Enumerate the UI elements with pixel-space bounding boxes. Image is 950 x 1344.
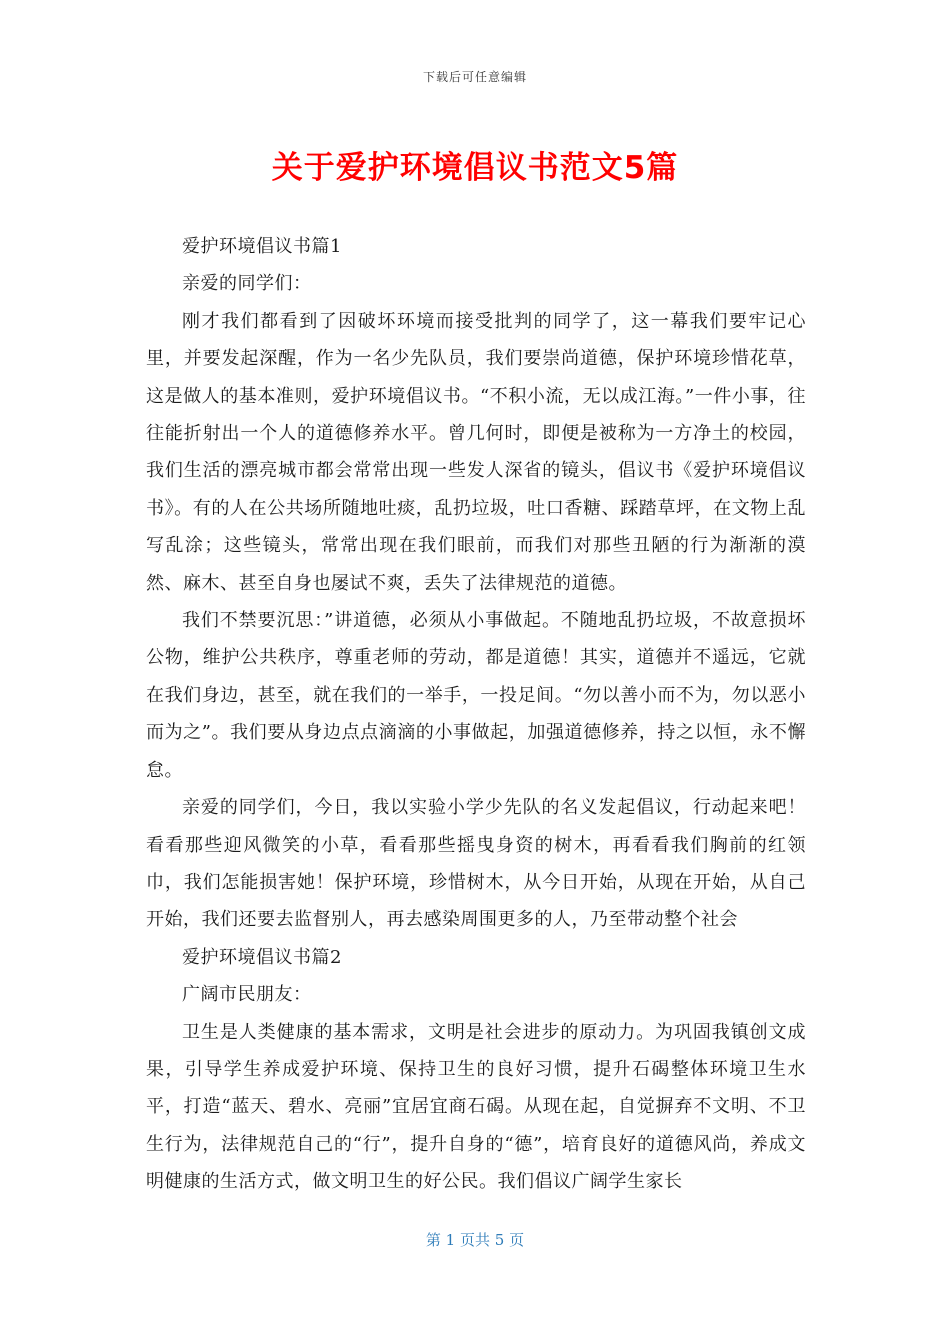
salutation-2: 广阔市民朋友：: [182, 984, 312, 1006]
document-body: [146, 228, 806, 1201]
section-heading-1: 爱护环境倡议书篇1: [182, 236, 342, 257]
body-paragraph: 我们不禁要沉思：”讲道德，必须从小事做起。不随地乱扔垃圾，不故意损坏公物，维护公共秩序，尊重老师的劳动，都是道德！其实，道德并不遥远，它就在我们身边，甚至，就在我们的一举手，一投足间。“勿以善小而不为，勿以恶小而为之”。我们要从身边点点滴滴的小事做起，加强道德修养，持之以恒，永不懈怠。: [146, 610, 806, 781]
page-footer: 第 1 页共 5 页: [425, 1231, 525, 1249]
header-note: 下载后可任意编辑: [422, 70, 527, 84]
document-title: 关于爱护环境倡议书范文5篇: [271, 150, 679, 186]
body-paragraph: 卫生是人类健康的基本需求，文明是社会进步的原动力。为巩固我镇创文成果，引导学生养成爱护环境、保持卫生的良好习惯，提升石碣整体环境卫生水平，打造“蓝天、碧水、亮丽”宜居宜商石碣。从现在起，自觉摒弃不文明、不卫生行为，法律规范自己的“行”，提升自身的“德”，培育良好的道德风尚，养成文明健康的生活方式，做文明卫生的好公民。我们倡议广阔学生家长: [146, 1021, 806, 1193]
body-paragraph: 刚才我们都看到了因破坏环境而接受批判的同学了，这一幕我们要牢记心里，并要发起深醒，作为一名少先队员，我们要崇尚道德，保护环境珍惜花草，这是做人的基本准则，爱护环境倡议书。“不积小流，无以成江海。”一件小事，往往能折射出一个人的道德修养水平。曾几何时，即便是被称为一方净土的校园，我们生活的漂亮城市都会常常出现一些发人深省的镜头，倡议书《爱护环境倡议书》。有的人在公共场所随地吐痰，乱扔垃圾，吐口香糖、踩踏草坪，在文物上乱写乱涂；这些镜头，常常出现在我们眼前，而我们对那些丑陋的行为渐渐的漠然、麻木、甚至自身也屡试不爽，丢失了法律规范的道德。: [146, 310, 806, 594]
section-heading-2: 爱护环境倡议书篇2: [182, 946, 342, 968]
salutation-1: 亲爱的同学们：: [182, 273, 312, 295]
body-paragraph: 亲爱的同学们，今日，我以实验小学少先队的名义发起倡议，行动起来吧！看看那些迎风微笑的小草，看看那些摇曳身资的树木，再看看我们胸前的红领巾，我们怎能损害她！保护环境，珍惜树木，从今日开始，从现在开始，从自己开始，我们还要去监督别人，再去感染周围更多的人，乃至带动整个社会: [146, 797, 806, 931]
